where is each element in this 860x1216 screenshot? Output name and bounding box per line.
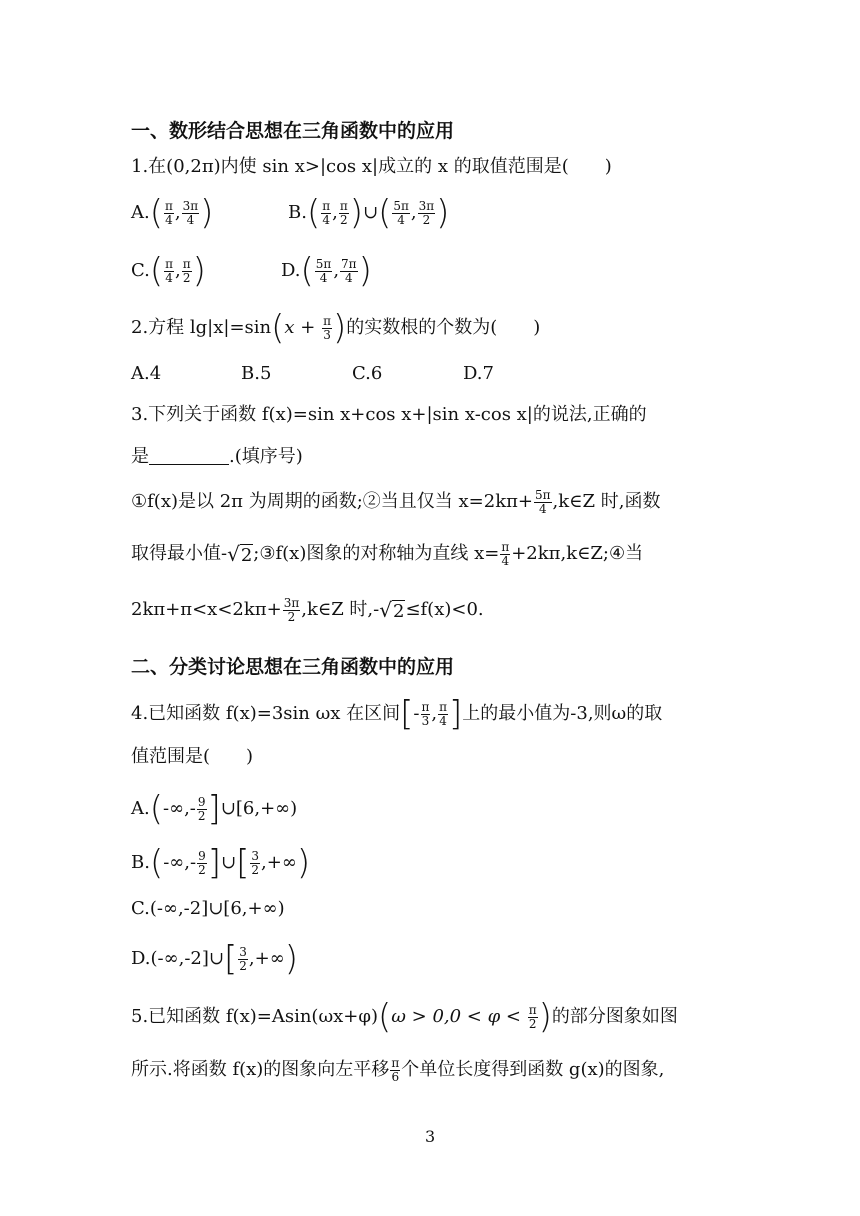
question-1-option-b: B.( $\frac{\pi}{4}$ , $\frac{\pi}{2}$ )∪( $\frac{5\pi}{4}$ , $\frac{3\pi}{2}$ ) <box>288 193 450 233</box>
question-5-stem-line-2: 所示.将函数 f(x)的图象向左平移 $\frac{\pi}{6}$ 个单位长度得到函数 g(x)的图象, <box>131 1056 665 1084</box>
question-2-stem: 2.方程 lg|x|=sin(x + $\frac{\pi}{3}$ )的实数根的个数为( ) <box>131 308 541 348</box>
question-4-stem-line-1: 4.已知函数 f(x)=3sin ωx 在区间[- $\frac{\pi}{3}$ , $\frac{\pi}{4}$ ]上的最小值为-3,则ω的取 <box>131 694 663 734</box>
question-1-option-a: A.( $\frac{\pi}{4}$ , $\frac{3\pi}{4}$ ) <box>131 193 214 233</box>
question-2-option-a: A.4 <box>131 363 162 384</box>
section-heading-1: 一、数形结合思想在三角函数中的应用 <box>131 120 455 142</box>
question-4-option-d: D.(-∞,-2]∪[ $\frac{3}{2}$ ,+∞) <box>131 939 298 979</box>
question-3-statements-line-3: 2kπ+π<x<2kπ+ $\frac{3\pi}{2}$ ,k∈Z 时,-√2≤f(x)<0. <box>131 596 484 624</box>
question-2-option-d: D.7 <box>463 363 494 384</box>
question-4-option-c: C.(-∞,-2]∪[6,+∞) <box>131 898 285 919</box>
question-4-option-b: B.(-∞,- $\frac{9}{2}$ ]∪[ $\frac{3}{2}$ ,+∞) <box>131 843 311 883</box>
question-3-statements-line-1: ①f(x)是以 2π 为周期的函数;②当且仅当 x=2kπ+ $\frac{5\pi}{4}$ ,k∈Z 时,函数 <box>131 488 661 516</box>
question-4-stem-line-2: 值范围是( ) <box>131 746 254 767</box>
question-2-option-b: B.5 <box>241 363 272 384</box>
answer-blank <box>149 446 229 465</box>
question-5-stem-line-1: 5.已知函数 f(x)=Asin(ωx+φ)(ω > 0,0 < φ < $\frac{\pi}{2}$ )的部分图象如图 <box>131 997 678 1037</box>
question-1-option-d: D.( $\frac{5\pi}{4}$ , $\frac{7\pi}{4}$ ) <box>281 251 372 291</box>
question-4-option-a: A.(-∞,- $\frac{9}{2}$ ]∪[6,+∞) <box>131 789 298 829</box>
question-3-stem-line-1: 3.下列关于函数 f(x)=sin x+cos x+|sin x-cos x|的说法,正确的 <box>131 404 647 425</box>
page-number: 3 <box>425 1127 436 1146</box>
question-1-option-c: C.( $\frac{\pi}{4}$ , $\frac{\pi}{2}$ ) <box>131 251 206 291</box>
question-2-option-c: C.6 <box>352 363 383 384</box>
question-1-stem: 1.在(0,2π)内使 sin x>|cos x|成立的 x 的取值范围是( ) <box>131 156 612 177</box>
question-3-stem-line-2: 是 .(填序号) <box>131 446 303 467</box>
question-3-statements-line-2: 取得最小值-√2;③f(x)图象的对称轴为直线 x= $\frac{\pi}{4}$ +2kπ,k∈Z;④当 <box>131 540 644 568</box>
section-heading-2: 二、分类讨论思想在三角函数中的应用 <box>131 656 455 678</box>
